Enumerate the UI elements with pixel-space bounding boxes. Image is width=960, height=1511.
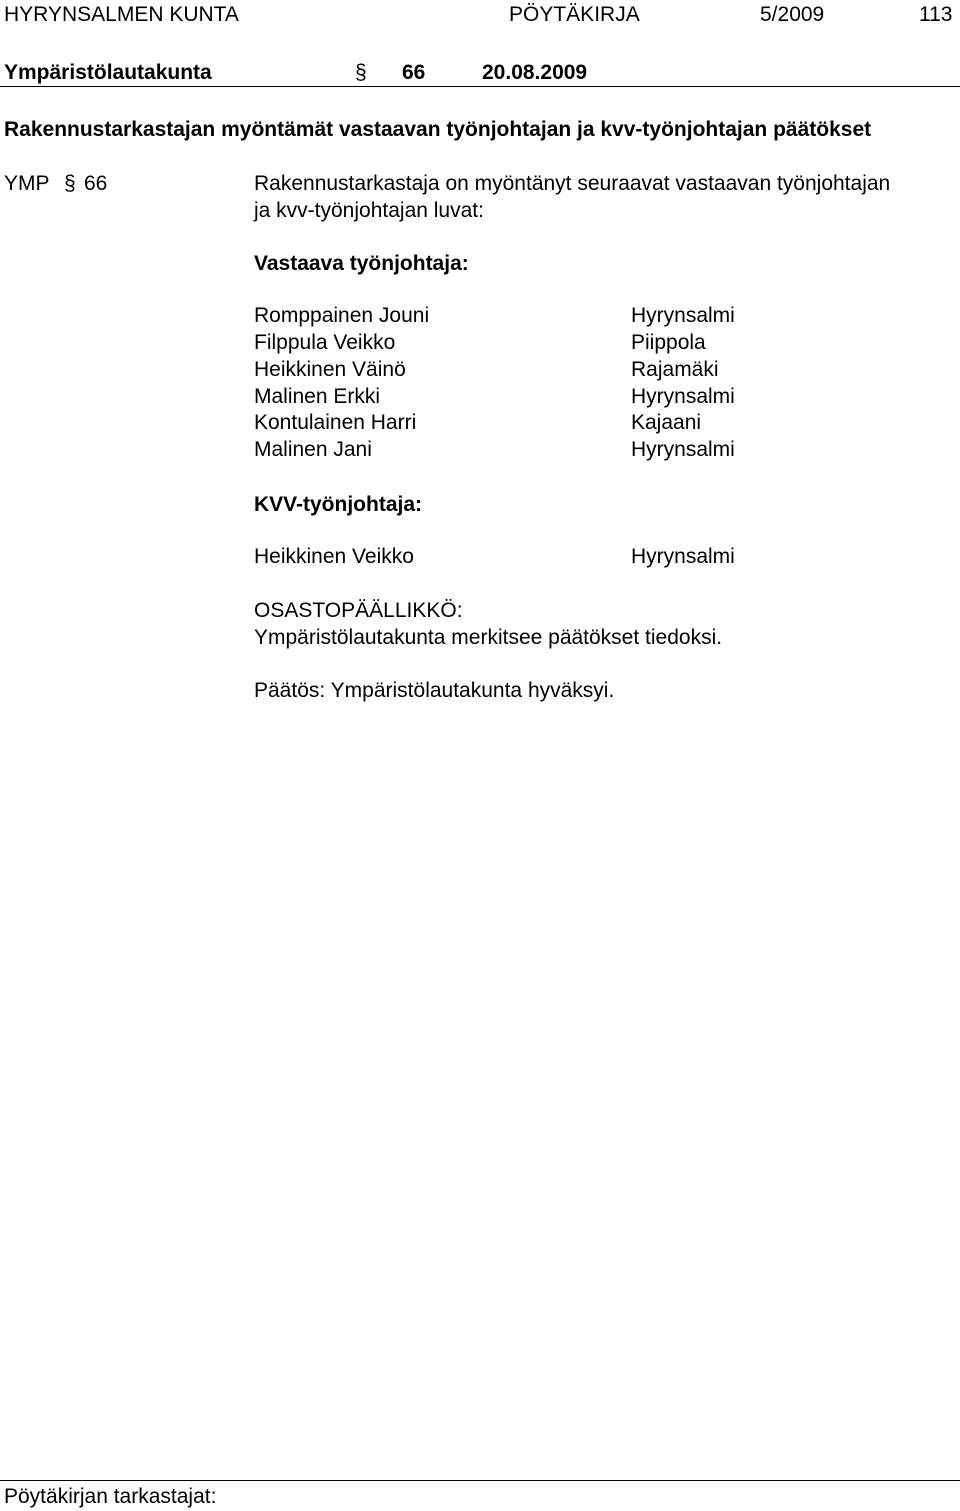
foreman-name: Malinen Jani xyxy=(254,438,372,461)
header-rule xyxy=(0,86,960,87)
proposal-label: OSASTOPÄÄLLIKKÖ: xyxy=(254,599,463,622)
proposal-text: Ympäristölautakunta merkitsee päätökset tiedoksi. xyxy=(254,626,723,649)
foreman-name: Romppainen Jouni xyxy=(254,304,430,327)
decision-text: Päätös: Ympäristölautakunta hyväksyi. xyxy=(254,679,615,702)
intro-line-1: Rakennustarkastaja on myöntänyt seuraavat vastaavan työnjohtajan xyxy=(254,172,891,195)
foreman-place: Rajamäki xyxy=(631,358,719,381)
foreman-place: Hyrynsalmi xyxy=(631,385,735,408)
foreman-place: Hyrynsalmi xyxy=(631,545,735,568)
meeting-date: 20.08.2009 xyxy=(482,61,588,84)
footer-label: Pöytäkirjan tarkastajat: xyxy=(4,1485,217,1508)
foreman-place: Hyrynsalmi xyxy=(631,304,735,327)
municipality-name: HYRYNSALMEN KUNTA xyxy=(4,3,239,26)
foreman-name: Malinen Erkki xyxy=(254,385,381,408)
intro-line-2: ja kvv-työnjohtajan luvat: xyxy=(254,199,484,222)
foreman-place: Piippola xyxy=(631,331,706,354)
section-symbol: § xyxy=(355,61,367,84)
foreman-place: Kajaani xyxy=(631,411,702,434)
page-number: 113 xyxy=(919,3,953,26)
foreman-name: Kontulainen Harri xyxy=(254,411,417,434)
foreman-name: Heikkinen Väinö xyxy=(254,358,406,381)
issue-number: 5/2009 xyxy=(760,3,825,26)
footer-rule xyxy=(0,1480,960,1481)
board-name: Ympäristölautakunta xyxy=(4,61,212,84)
section-number: 66 xyxy=(402,61,426,84)
section-ref-symbol: § xyxy=(64,172,76,195)
foreman-place: Hyrynsalmi xyxy=(631,438,735,461)
responsible-foreman-heading: Vastaava työnjohtaja: xyxy=(254,252,469,275)
foreman-name: Filppula Veikko xyxy=(254,331,396,354)
foreman-name: Heikkinen Veikko xyxy=(254,545,414,568)
page-title: Rakennustarkastajan myöntämät vastaavan työnjohtajan ja kvv-työnjohtajan päätökset xyxy=(4,118,872,141)
section-ref-number: 66 xyxy=(84,172,108,195)
section-code: YMP xyxy=(4,172,50,195)
document-type: PÖYTÄKIRJA xyxy=(509,3,640,26)
kvv-foreman-heading: KVV-työnjohtaja: xyxy=(254,493,423,516)
